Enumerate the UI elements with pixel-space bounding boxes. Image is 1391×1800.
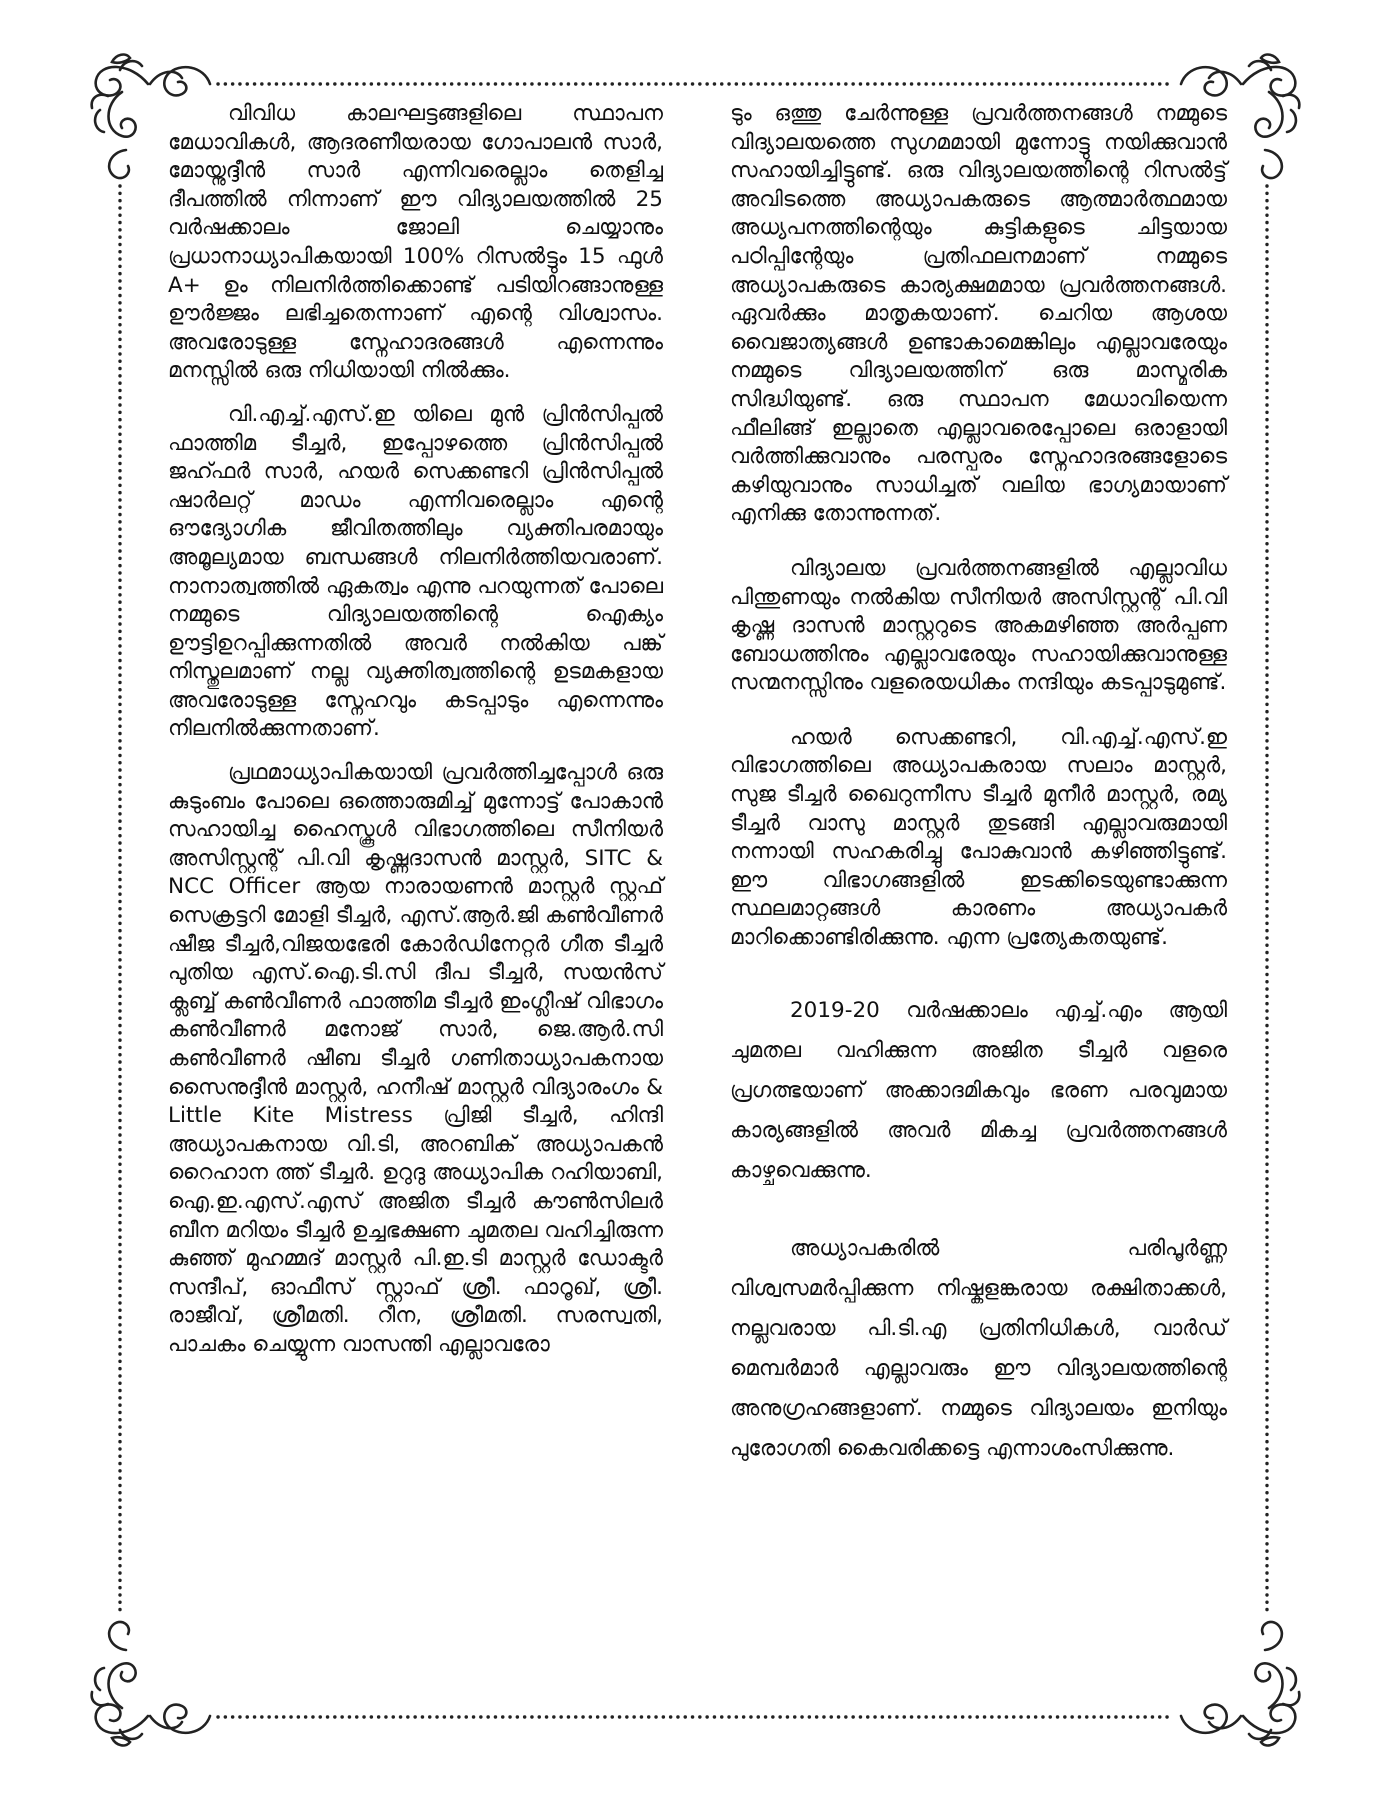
paragraph: പ്രഥമാധ്യാപികയായി പ്രവർത്തിച്ചപ്പോൾ ഒരു കുടുംബം പോലെ ഒത്തൊരുമിച്ച് മുന്നോട്ട് പോകാൻ സഹായിച്ച ഹൈസ്കൂൾ വിഭാഗത്തിലെ സീനിയർ അസിസ്റ്റന്റ് പി.വി കൃഷ്ണദാസൻ മാസ്റ്റർ, SITC & NCC Officer ആയ നാരായണൻ മാസ്റ്റർ സ്റ്റഫ് സെക്രട്ടറി മോളി ടീച്ചർ, എസ്.ആർ.ജി കൺവീണർ ഷീജ ടീച്ചർ,വിജയഭേരി കോർഡിനേറ്റർ ഗീത ടീച്ചർ പുതിയ എസ്.ഐ.ടി.സി ദീപ ടീച്ചർ, സയൻസ് ക്ലബ്ബ് കൺവീണർ ഫാത്തിമ ടീച്ചർ ഇംഗ്ലീഷ് വിഭാഗം കൺവീണർ മനോജ് സാർ, ജെ.ആർ.സി കൺവീണർ ഷീബ ടീച്ചർ ഗണിതാധ്യാപകനായ സൈനുദ്ദീൻ മാസ്റ്റർ, ഹനീഷ് മാസ്റ്റർ വിദ്യാരംഗം & Little Kite Mistress പ്രിജി ടീച്ചർ, ഹിന്ദി അധ്യാപകനായ വി.ടി, അറബിക് അധ്യാപകൻ റൈഹാന ത്ത് ടീച്ചർ. ഉറുദു അധ്യാപിക റഹിയാബി, ഐ.ഇ.എസ്.എസ് അജിത ടീച്ചർ കൗൺസിലർ ബീന മറിയം ടീച്ചർ ഉച്ചഭക്ഷണ ചുമതല വഹിച്ചിരുന്ന കുഞ്ഞ് മുഹമ്മദ് മാസ്റ്റർ പി.ഇ.ടി മാസ്റ്റർ ഡോക്ടർ സന്ദീപ്, ഓഫീസ് സ്റ്റാഫ് ശ്രീ. ഫാറൂഖ്, ശ്രീ. രാജീവ്, ശ്രീമതി. റീന, ശ്രീമതി. സരസ്വതി, പാചകം ചെയ്യുന്ന വാസന്തി എല്ലാവരോ [168, 760, 663, 1357]
right-text-column [730, 100, 1227, 1469]
left-text-column [168, 100, 663, 1360]
corner-scroll-ornament-icon [1181, 1622, 1299, 1746]
paragraph: വി.എച്ച്.എസ്.ഇ യിലെ മുൻ പ്രിൻസിപ്പൽ ഫാത്തിമ ടീച്ചർ, ഇപ്പോഴത്തെ പ്രിൻസിപ്പൽ ജഹ്ഫർ സാർ, ഹയർ സെക്കണ്ടറി പ്രിൻസിപ്പൽ ഷാർലറ്റ് മാഡം എന്നിവരെല്ലാം എന്റെ ഔദ്യോഗിക ജീവിതത്തിലും വ്യക്തിപരമായും അമൂല്യമായ ബന്ധങ്ങൾ നിലനിർത്തിയവരാണ്. നാനാത്വത്തിൽ ഏകത്വം എന്നു പറയുന്നത് പോലെ നമ്മുടെ വിദ്യാലയത്തിന്റെ ഐക്യം ഊട്ടിഉറപ്പിക്കുന്നതിൽ അവർ നൽകിയ പങ്ക് നിസ്തുലമാണ് നല്ല വ്യക്തിത്വത്തിന്റെ ഉടമകളായ അവരോടുള്ള സ്നേഹവും കടപ്പാടും എന്നെന്നും നിലനിൽക്കുന്നതാണ്. [168, 401, 663, 742]
paragraph: ഹയർ സെക്കണ്ടറി, വി.എച്ച്.എസ്.ഇ വിഭാഗത്തിലെ അധ്യാപകരായ സലാം മാസ്റ്റർ, സുജ ടീച്ചർ ഖൈറുന്നീസ ടീച്ചർ മുനീർ മാസ്റ്റർ, രമ്യ ടീച്ചർ വാസു മാസ്റ്റർ തുടങ്ങി എല്ലാവരുമായി നന്നായി സഹകരിച്ചു പോകുവാൻ കഴിഞ്ഞിട്ടുണ്ട്. ഈ വിഭാഗങ്ങളിൽ ഇടക്കിടെയുണ്ടാക്കുന്ന സ്ഥലമാറ്റങ്ങൾ കാരണം അധ്യാപകർ മാറിക്കൊണ്ടിരിക്കുന്നു. എന്ന പ്രത്യേകതയുണ്ട്. [730, 724, 1227, 951]
paragraph: അധ്യാപകരിൽ പരിപൂർണ്ണ വിശ്വസമർപ്പിക്കുന്ന നിഷ്കളങ്കരായ രക്ഷിതാക്കൾ, നല്ലവരായ പി.ടി.എ പ്രതിനിധികൾ, വാർഡ് മെമ്പർമാർ എല്ലാവരും ഈ വിദ്യാലയത്തിന്റെ അനുഗ്രഹങ്ങളാണ്. നമ്മുടെ വിദ്യാലയം ഇനിയും പുരോഗതി കൈവരിക്കട്ടെ എന്നാശംസിക്കുന്നു. [730, 1235, 1227, 1461]
paragraph: വിവിധ കാലഘട്ടങ്ങളിലെ സ്ഥാപന മേധാവികൾ, ആദരണീയരായ ഗോപാലൻ സാർ, മോയ്നുദ്ദീൻ സാർ എന്നിവരെല്ലാം തെളിച്ച ദീപത്തിൽ നിന്നാണ് ഈ വിദ്യാലയത്തിൽ 25 വർഷക്കാലം ജോലി ചെയ്യാനും പ്രധാനാധ്യാപികയായി 100% റിസൽട്ടും 15 ഫുൾ A+ ഉം നിലനിർത്തിക്കൊണ്ട് പടിയിറങ്ങാനുള്ള ഊർജ്ജം ലഭിച്ചതെന്നാണ് എന്റെ വിശ്വാസം. അവരോടുള്ള സ്നേഹാദരങ്ങൾ എന്നെന്നും മനസ്സിൽ ഒരു നിധിയായി നിൽക്കും. [168, 101, 663, 384]
paragraph: വിദ്യാലയ പ്രവർത്തനങ്ങളിൽ എല്ലാവിധ പിന്തുണയും നൽകിയ സീനിയർ അസിസ്റ്റന്റ് പി.വി കൃഷ്ണ ദാസൻ മാസ്റ്ററുടെ അകമഴിഞ്ഞ അർപ്പണ ബോധത്തിനും എല്ലാവരേയും സഹായിക്കുവാനുള്ള സന്മനസ്സിനും വളരെയധികം നന്ദിയും കടപ്പാടുമുണ്ട്. [730, 555, 1227, 696]
corner-scroll-ornament-icon [92, 1622, 210, 1746]
paragraph: 2019-20 വർഷക്കാലം എച്ച്.എം ആയി ചുമതല വഹിക്കുന്ന അജിത ടീച്ചർ വളരെ പ്രഗത്ഭയാണ് അക്കാദമികവും ഭരണ പരവുമായ കാര്യങ്ങളിൽ അവർ മികച്ച പ്രവർത്തനങ്ങൾ കാഴ്ചവെക്കുന്നു. [730, 997, 1227, 1183]
paragraph: ടും ഒത്തു ചേർന്നുള്ള പ്രവർത്തനങ്ങൾ നമ്മുടെ വിദ്യാലയത്തെ സുഗമമായി മുന്നോട്ടു നയിക്കുവാൻ സഹായിച്ചിട്ടുണ്ട്. ഒരു വിദ്യാലയത്തിന്റെ റിസൽട്ട് അവിടത്തെ അധ്യാപകരുടെ ആത്മാർത്ഥമായ അധ്യപനത്തിന്റെയും കുട്ടികളുടെ ചിട്ടയായ പഠിപ്പിന്റേയും പ്രതിഫലനമാണ് നമ്മുടെ അധ്യാപകരുടെ കാര്യക്ഷമമായ പ്രവർത്തനങ്ങൾ. ഏവർക്കും മാതൃകയാണ്. ചെറിയ ആശയ വൈജാത്യങ്ങൾ ഉണ്ടാകാമെങ്കിലും എല്ലാവരേയും നമ്മുടെ വിദ്യാലയത്തിന് ഒരു മാസ്മരിക സിദ്ധിയുണ്ട്. ഒരു സ്ഥാപന മേധാവിയെന്ന ഫീലിങ്ങ് ഇല്ലാതെ എല്ലാവരെപ്പോലെ ഒരാളായി വർത്തിക്കുവാനും പരസ്പരം സ്നേഹാദരങ്ങളോടെ കഴിയുവാനും സാധിച്ചത് വലിയ ഭാഗ്യമായാണ് എനിക്കു തോന്നുന്നത്. [730, 101, 1227, 527]
